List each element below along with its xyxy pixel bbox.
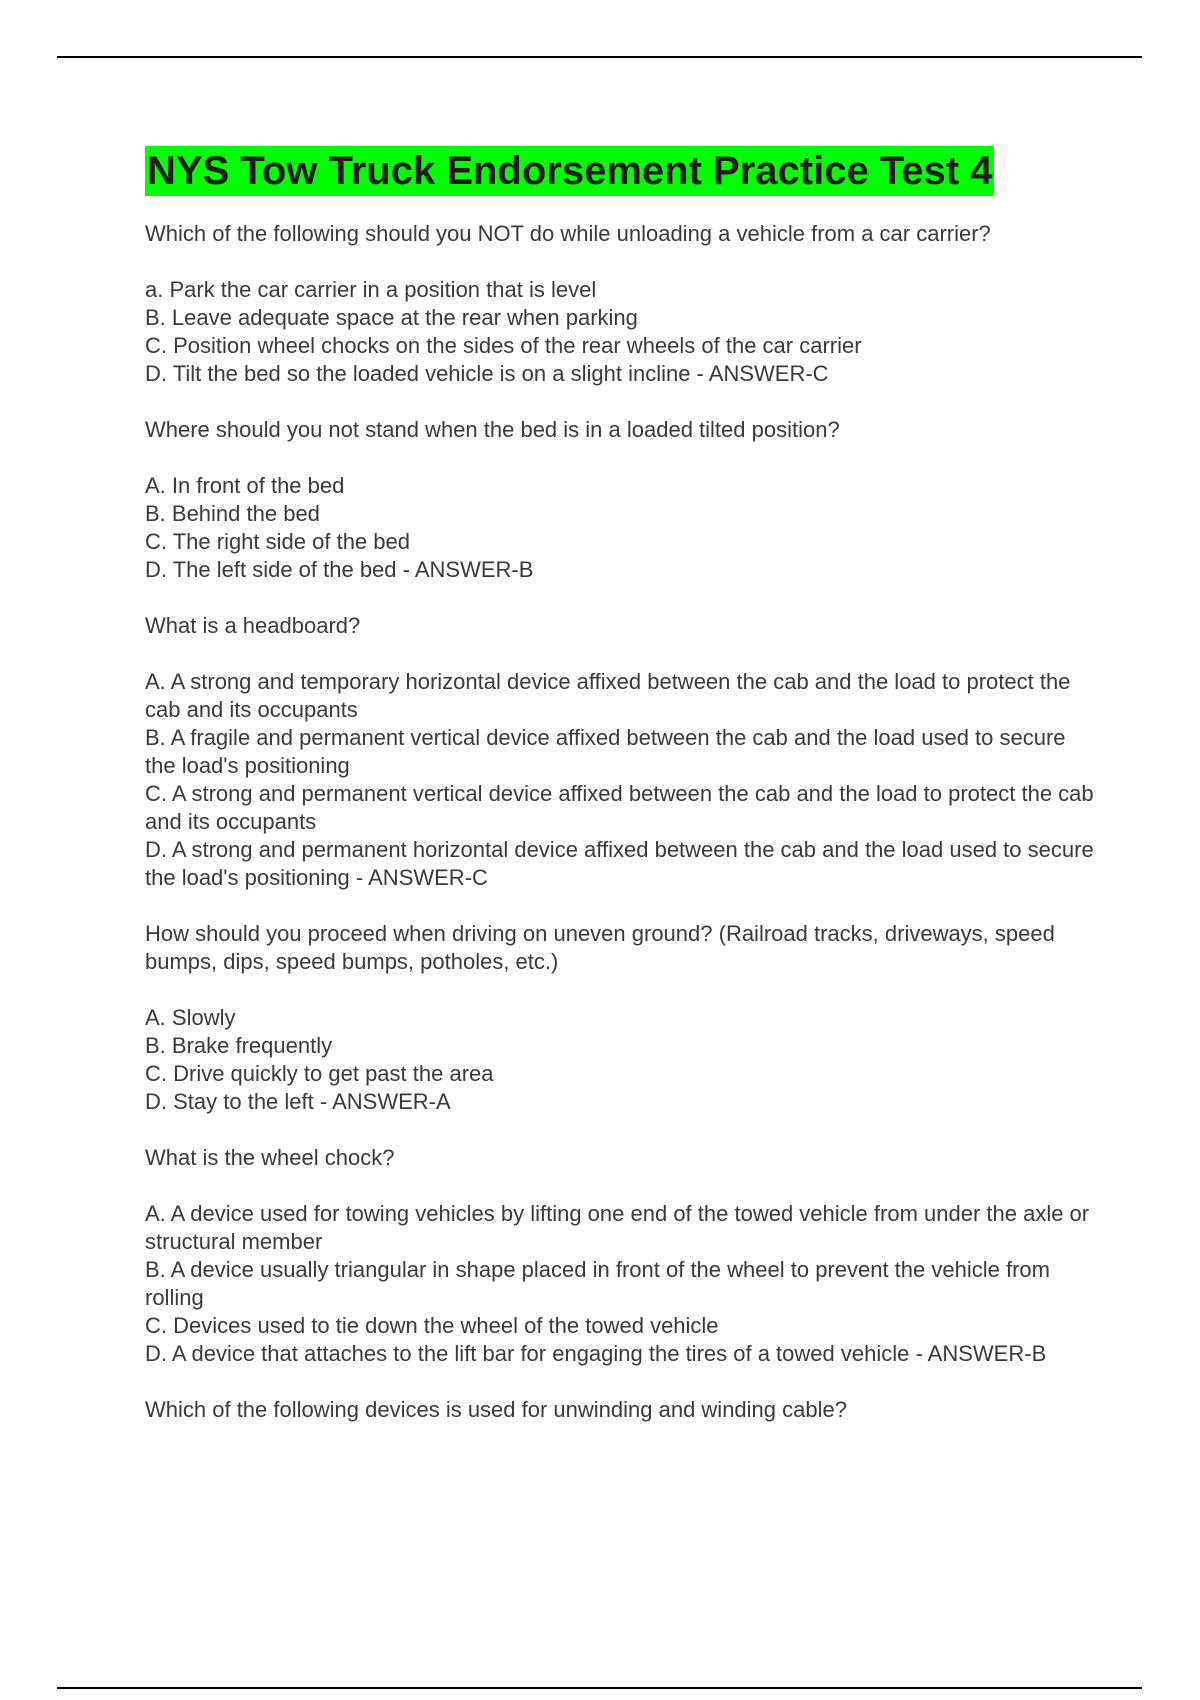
answer-option: D. A strong and permanent horizontal device affixed between the cab and the load used to secure the load's positioning - ANSWER-C [145, 837, 1100, 890]
question-block [145, 1144, 1095, 1368]
answer-options [145, 1004, 1095, 1116]
answer-option: C. Drive quickly to get past the area [145, 1061, 494, 1086]
answer-option: B. Behind the bed [145, 501, 320, 526]
question-block [145, 612, 1100, 892]
document-body [145, 146, 1100, 1452]
top-divider [57, 56, 1142, 58]
answer-option: A. A device used for towing vehicles by lifting one end of the towed vehicle from under the axle or structural member [145, 1201, 1096, 1254]
answer-option: C. A strong and permanent vertical device affixed between the cab and the load to protect the cab and its occupants [145, 781, 1100, 834]
question-block [145, 920, 1095, 1116]
answer-option: B. A device usually triangular in shape placed in front of the wheel to prevent the vehicle from rolling [145, 1257, 1057, 1310]
answer-options [145, 668, 1100, 892]
answer-option: C. Position wheel chocks on the sides of the rear wheels of the car carrier [145, 333, 862, 358]
question-text: How should you proceed when driving on uneven ground? (Railroad tracks, driveways, speed bumps, dips, speed bumps, potholes, etc.) [145, 921, 1061, 974]
answer-option: B. Leave adequate space at the rear when parking [145, 305, 638, 330]
answer-option: a. Park the car carrier in a position that is level [145, 277, 597, 302]
question-text: Which of the following devices is used for unwinding and winding cable? [145, 1397, 847, 1422]
answer-options [145, 276, 1095, 388]
page-title: NYS Tow Truck Endorsement Practice Test 4 [145, 146, 994, 196]
answer-option: C. The right side of the bed [145, 529, 410, 554]
bottom-divider [57, 1687, 1142, 1689]
answer-options [145, 472, 1095, 584]
answer-option: D. The left side of the bed - ANSWER-B [145, 557, 534, 582]
answer-option: C. Devices used to tie down the wheel of the towed vehicle [145, 1313, 719, 1338]
answer-option: A. A strong and temporary horizontal device affixed between the cab and the load to protect the cab and its occupants [145, 669, 1077, 722]
answer-options [145, 1200, 1095, 1368]
answer-option: D. A device that attaches to the lift bar for engaging the tires of a towed vehicle - ANSWER-B [145, 1341, 1047, 1366]
answer-option: D. Tilt the bed so the loaded vehicle is on a slight incline - ANSWER-C [145, 361, 829, 386]
question-block [145, 220, 1095, 388]
answer-option: A. In front of the bed [145, 473, 345, 498]
answer-option: A. Slowly [145, 1005, 236, 1030]
question-text: What is the wheel chock? [145, 1145, 395, 1170]
question-text: Which of the following should you NOT do while unloading a vehicle from a car carrier? [145, 221, 991, 246]
answer-option: B. A fragile and permanent vertical device affixed between the cab and the load used to secure the load's positioning [145, 725, 1072, 778]
question-block [145, 1396, 1095, 1424]
answer-option: D. Stay to the left - ANSWER-A [145, 1089, 451, 1114]
question-text: Where should you not stand when the bed is in a loaded tilted position? [145, 417, 840, 442]
question-text: What is a headboard? [145, 613, 361, 638]
answer-option: B. Brake frequently [145, 1033, 333, 1058]
question-block [145, 416, 1095, 584]
